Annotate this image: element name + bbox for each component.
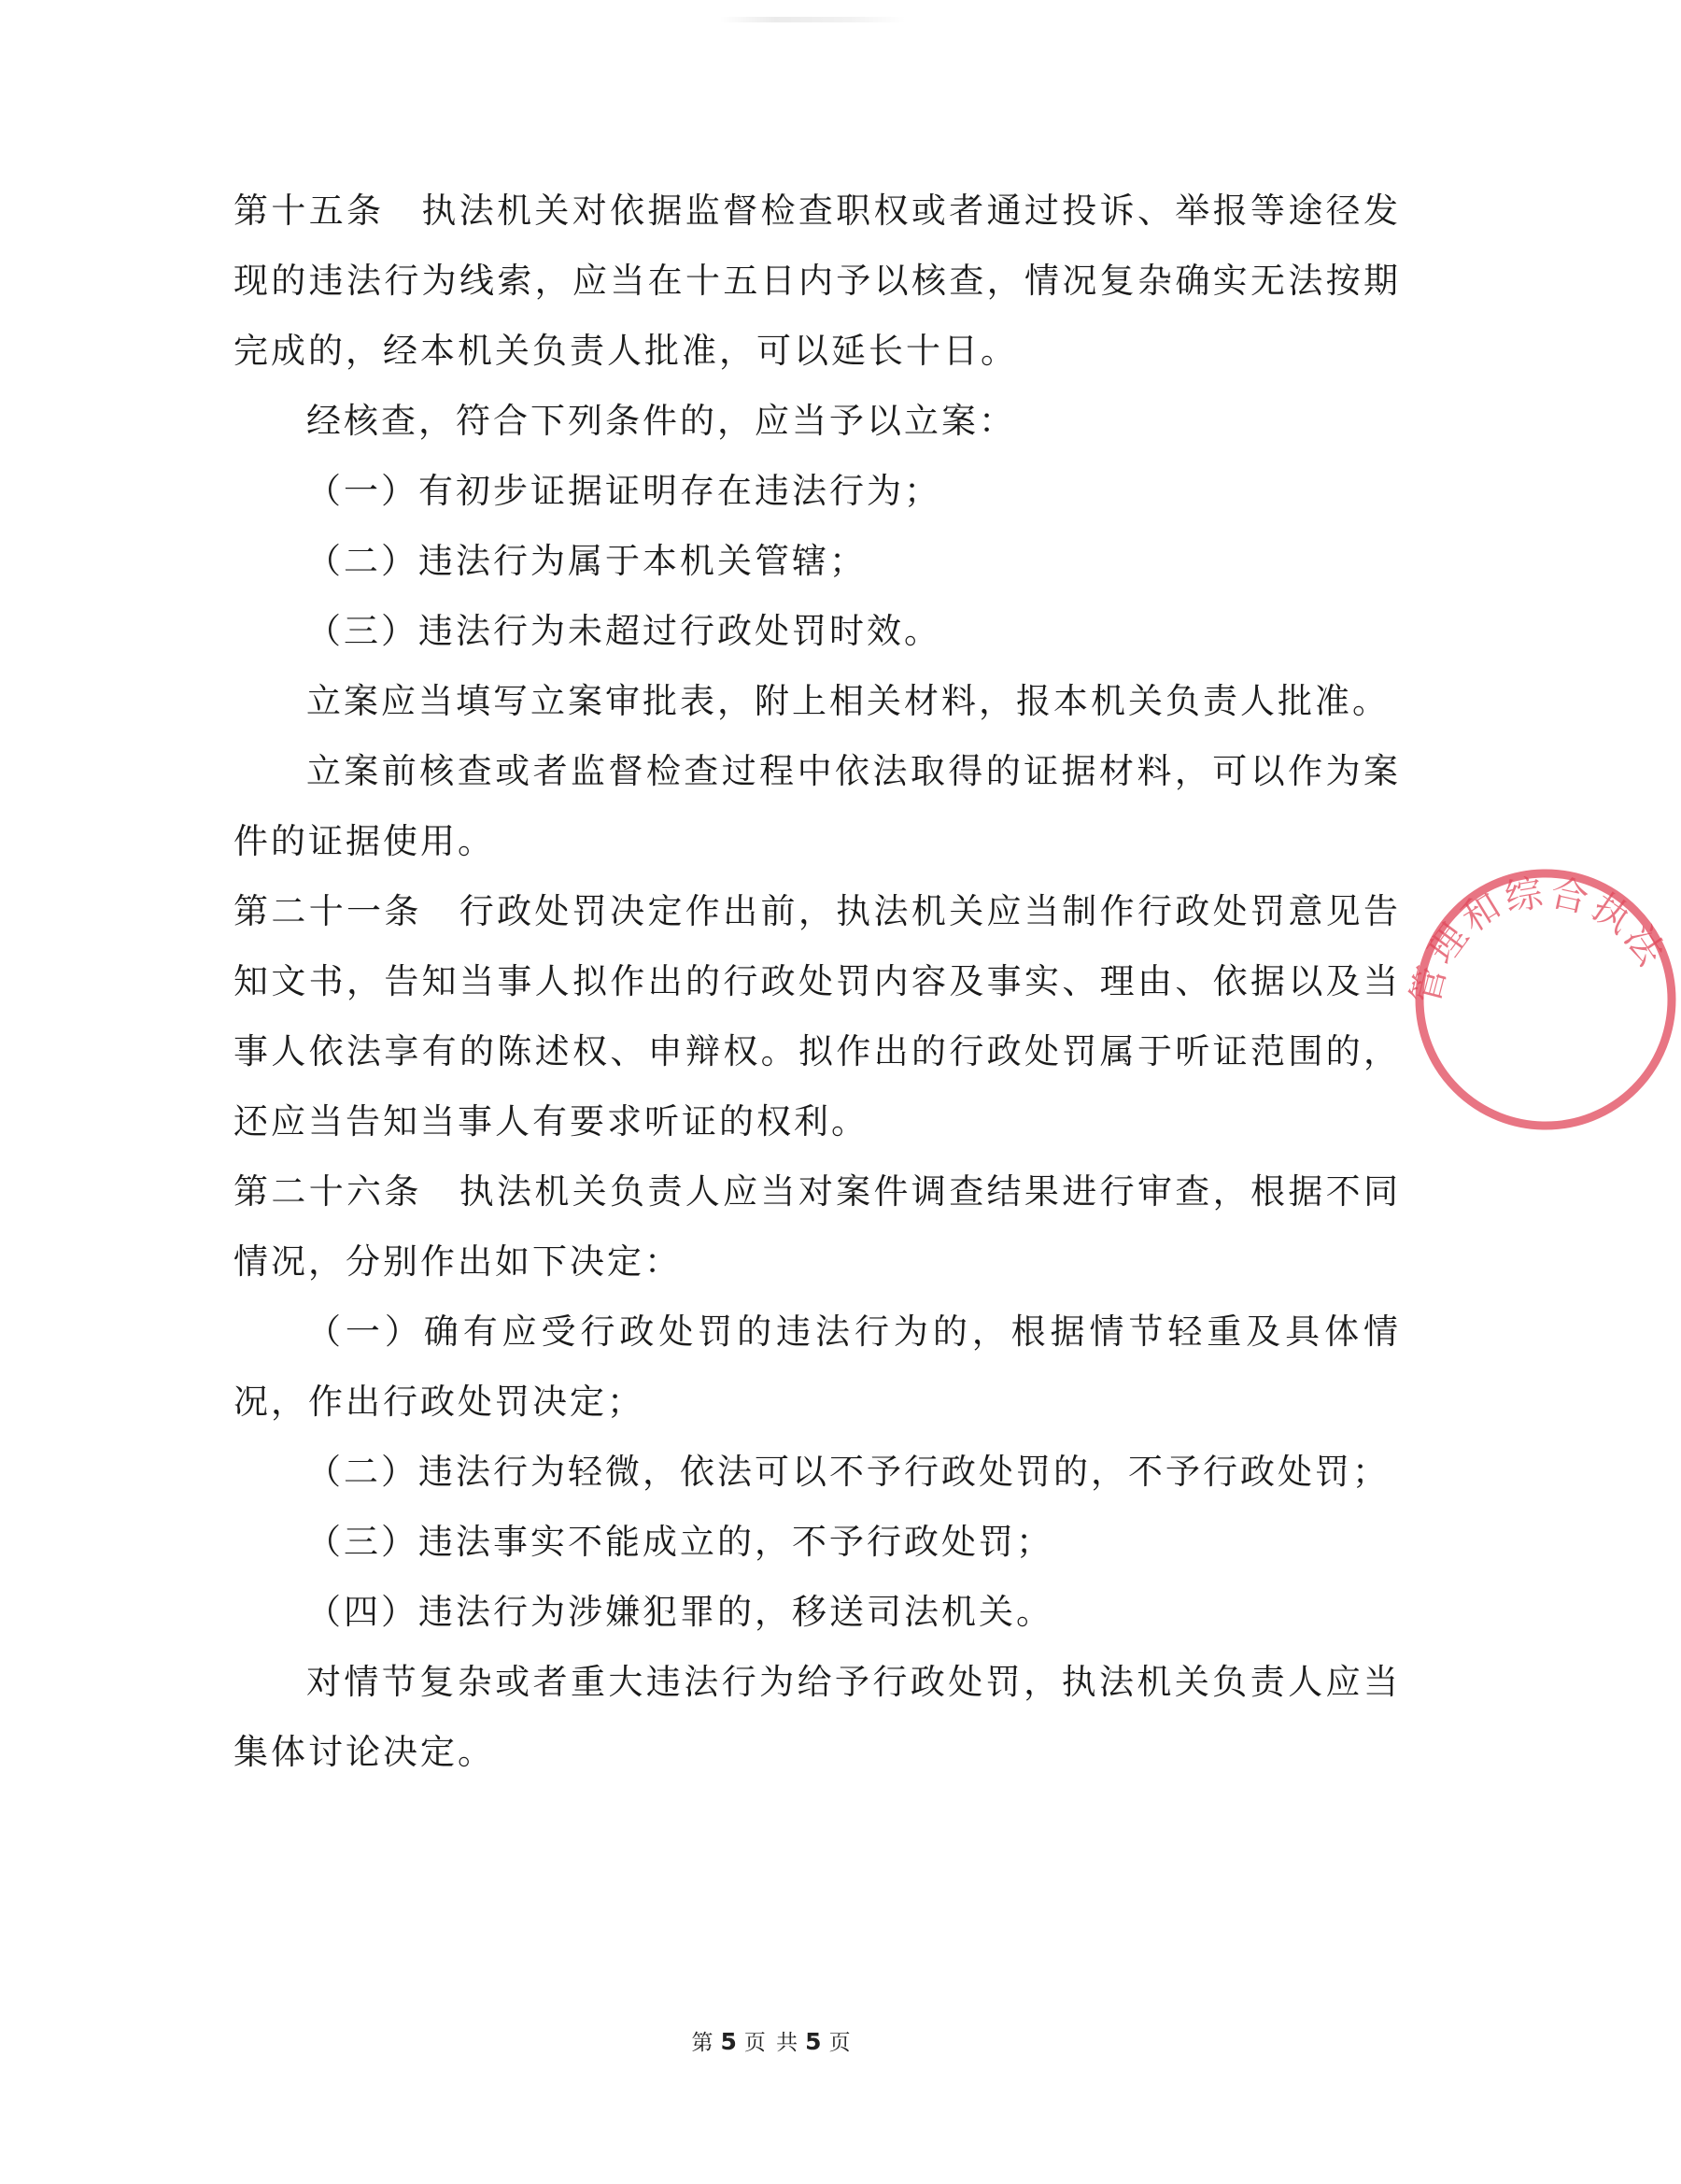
document-body bbox=[233, 176, 1401, 1787]
paragraph: 对情节复杂或者重大违法行为给予行政处罚，执法机关负责人应当集体讨论决定。 bbox=[233, 1662, 1401, 1772]
article-text: 执法机关对依据监督检查职权或者通过投诉、举报等途径发现的违法行为线索，应当在十五日内予以核查，情况复杂确实无法按期完成的，经本机关负责人批准，可以延长十日。 bbox=[233, 191, 1402, 371]
list-item: （二）违法行为轻微，依法可以不予行政处罚的，不予行政处罚； bbox=[306, 1452, 1390, 1492]
footer-prefix: 第 bbox=[691, 2031, 715, 2055]
article-15 bbox=[233, 176, 1401, 386]
list-item: （一）有初步证据证明存在违法行为； bbox=[306, 471, 941, 511]
list-item: （三）违法事实不能成立的，不予行政处罚； bbox=[306, 1522, 1053, 1562]
list-item: （三）违法行为未超过行政处罚时效。 bbox=[306, 611, 941, 651]
list-item: （四）违法行为涉嫌犯罪的，移送司法机关。 bbox=[306, 1592, 1053, 1632]
total-page-number: 5 bbox=[805, 2028, 824, 2055]
seal-text: 管理和综合执法 bbox=[1404, 871, 1674, 1009]
article-26 bbox=[233, 1156, 1401, 1297]
official-seal bbox=[1401, 859, 1681, 1140]
footer-middle: 页 共 bbox=[743, 2031, 800, 2055]
article-text: 执法机关负责人应当对案件调查结果进行审查，根据不同情况，分别作出如下决定： bbox=[233, 1171, 1402, 1282]
article-number: 第二十六条 bbox=[233, 1171, 422, 1212]
list-item: （一）确有应受行政处罚的违法行为的，根据情节轻重及具体情况，作出行政处罚决定； bbox=[233, 1312, 1401, 1422]
scan-artifact bbox=[719, 17, 906, 22]
current-page-number: 5 bbox=[720, 2028, 739, 2055]
article-text: 行政处罚决定作出前，执法机关应当制作行政处罚意见告知文书，告知当事人拟作出的行政处罚内容及事实、理由、依据以及当事人依法享有的陈述权、申辩权。拟作出的行政处罚属于听证范围的，还应当告知当事人有要求听证的权利。 bbox=[233, 891, 1402, 1142]
article-number: 第二十一条 bbox=[233, 891, 422, 931]
seal-ring bbox=[1420, 873, 1672, 1126]
article-21 bbox=[233, 876, 1401, 1156]
footer-suffix: 页 bbox=[828, 2031, 853, 2055]
paragraph: 立案前核查或者监督检查过程中依法取得的证据材料，可以作为案件的证据使用。 bbox=[233, 751, 1401, 861]
paragraph: 立案应当填写立案审批表，附上相关材料，报本机关负责人批准。 bbox=[306, 681, 1390, 721]
paragraph: 经核查，符合下列条件的，应当予以立案： bbox=[306, 401, 1016, 441]
article-number: 第十五条 bbox=[233, 191, 385, 231]
list-item: （二）违法行为属于本机关管辖； bbox=[306, 541, 867, 581]
page-footer bbox=[0, 2025, 1544, 2056]
